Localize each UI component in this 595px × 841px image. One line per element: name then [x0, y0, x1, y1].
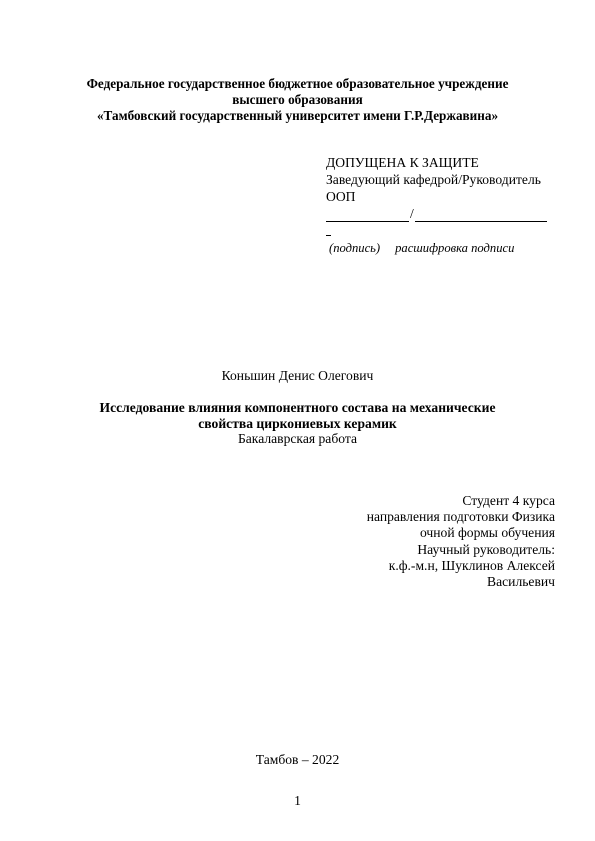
student-line-6: Васильевич [487, 574, 555, 590]
signature-caption [326, 240, 556, 257]
student-line-2: направления подготовки Физика [366, 509, 555, 525]
signature-separator: / [410, 206, 414, 221]
work-title-block [90, 400, 505, 447]
signature-line-continuation [326, 222, 331, 236]
student-line-4: Научный руководитель: [417, 541, 555, 557]
author-name: Коньшин Денис Олегович [221, 368, 374, 383]
work-type: Бакалаврская работа [237, 431, 358, 446]
student-line-1: Студент 4 курса [462, 493, 555, 508]
approval-role-line-2: ООП [326, 189, 356, 204]
approval-block [326, 154, 556, 257]
page-number: 1 [294, 793, 301, 808]
institution-header [60, 76, 535, 124]
institution-line-1: Федеральное государственное бюджетное образовательное учреждение [86, 76, 509, 91]
student-info-block [255, 493, 555, 590]
signature-field [326, 209, 409, 222]
signature-decoding-field [415, 209, 547, 222]
signature-line [326, 205, 556, 222]
institution-line-3: «Тамбовский государственный университет имени Г.Р.Державина» [96, 108, 499, 123]
work-title-line-1: Исследование влияния компонентного состава на механические [99, 400, 496, 415]
student-line-5: к.ф.-м.н, Шуклинов Алексей [388, 557, 555, 573]
approval-role-line-1: Заведующий кафедрой/Руководитель [326, 172, 541, 187]
caption-decoding: расшифровка подписи [395, 241, 515, 255]
institution-line-2: высшего образования [232, 92, 363, 107]
caption-signature: (подпись) [329, 241, 381, 255]
approval-heading: ДОПУЩЕНА К ЗАЩИТЕ [326, 155, 479, 170]
city-year: Тамбов – 2022 [255, 752, 340, 767]
student-line-3: очной формы обучения [419, 525, 555, 541]
work-title-line-2: свойства циркониевых керамик [198, 415, 397, 431]
